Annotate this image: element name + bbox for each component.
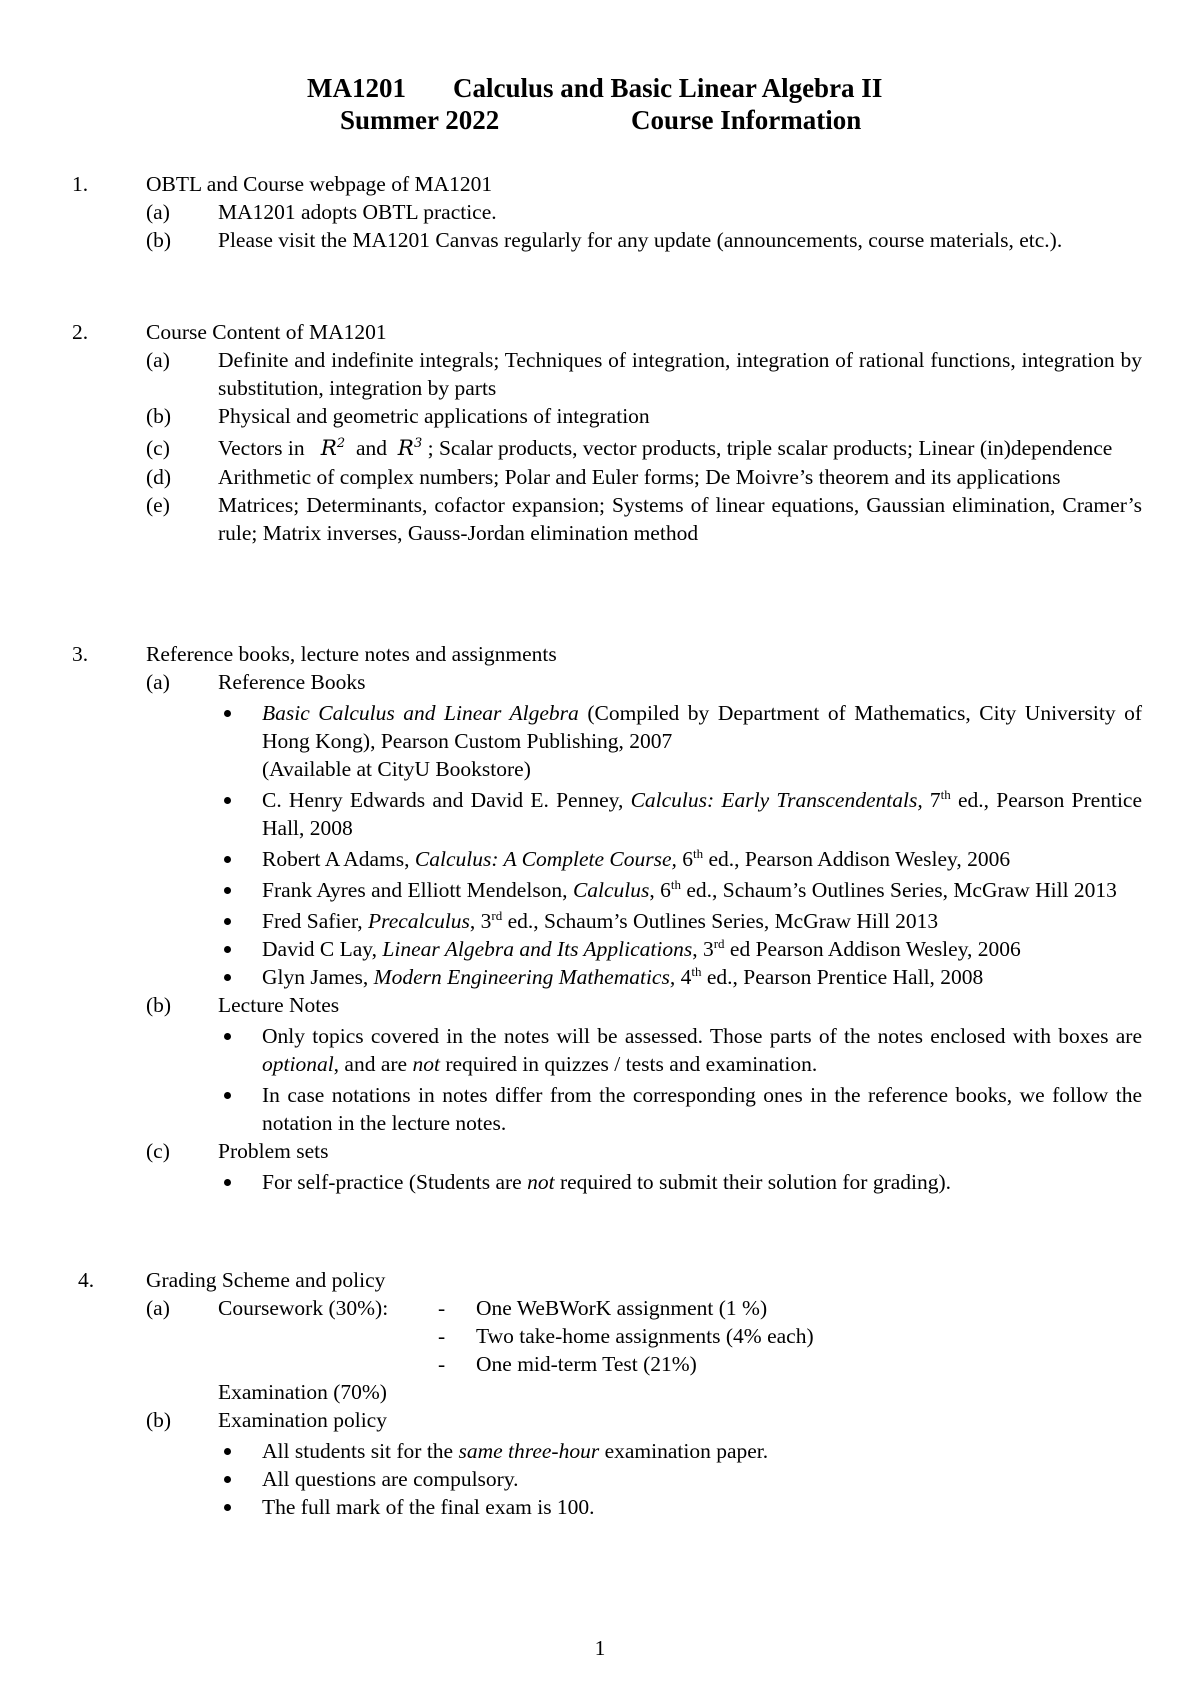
item-label: (a): [146, 1296, 170, 1320]
coursework-item: Two take-home assignments (4% each): [476, 1324, 814, 1348]
item-text: Please visit the MA1201 Canvas regularly for any update (announcements, course materials, etc.).: [218, 228, 1063, 252]
item-text: Arithmetic of complex numbers; Polar and Euler forms; De Moivre’s theorem and its applications: [218, 465, 1061, 489]
bullet-icon: [224, 710, 231, 717]
item-text: [218, 434, 1142, 463]
item-label: (a): [146, 670, 170, 694]
coursework-label: Coursework (30%):: [218, 1296, 389, 1320]
bullet-icon: [224, 1092, 231, 1099]
bullet-icon: [224, 1179, 231, 1186]
list-item: Basic Calculus and Linear Algebra (Compiled by Department of Mathematics, City University of Hong Kong), Pearson Custom Publishing, 2007 (Available at CityU Bookstore): [218, 699, 1142, 783]
item-text: Examination policy: [218, 1408, 387, 1432]
list-item: Glyn James, Modern Engineering Mathematics, 4th ed., Pearson Prentice Hall, 2008: [218, 963, 1142, 991]
term: Summer 2022: [340, 105, 500, 135]
section-3: [72, 640, 1142, 1196]
bullet-icon: [224, 856, 231, 863]
list-item: For self-practice (Students are not required to submit their solution for grading).: [218, 1168, 1142, 1196]
item-label: (b): [146, 993, 172, 1017]
item-label: (d): [146, 465, 172, 489]
item-label: (a): [146, 348, 170, 372]
section-4: [72, 1266, 1142, 1521]
item-text: Lecture Notes: [218, 993, 340, 1017]
item-text: Physical and geometric applications of integration: [218, 404, 650, 428]
list-item: Robert A Adams, Calculus: A Complete Course, 6th ed., Pearson Addison Wesley, 2006: [218, 845, 1142, 873]
section-title: Grading Scheme and policy: [146, 1268, 386, 1292]
bullet-icon: [224, 918, 231, 925]
section-title: Course Content of MA1201: [146, 320, 387, 344]
section-number: 2.: [72, 320, 89, 344]
item-label: (c): [146, 1139, 170, 1163]
dash: -: [438, 1352, 446, 1376]
section-title: OBTL and Course webpage of MA1201: [146, 172, 493, 196]
bullet-icon: [224, 887, 231, 894]
item-label: (b): [146, 404, 172, 428]
item-text-pre: Vectors in: [218, 436, 305, 460]
item-label: (c): [146, 436, 170, 460]
bullet-icon: [224, 797, 231, 804]
bullet-icon: [224, 1504, 231, 1511]
list-item: Only topics covered in the notes will be assessed. Those parts of the notes enclosed with boxes are optional, and are not required in quizzes / tests and examination.: [218, 1022, 1142, 1078]
r2-symbol: $R^2$: [320, 436, 346, 461]
section-title: Reference books, lecture notes and assignments: [146, 642, 557, 666]
list-item: The full mark of the final exam is 100.: [218, 1493, 1142, 1521]
bullet-icon: [224, 1033, 231, 1040]
exam-weight: Examination (70%): [218, 1380, 387, 1404]
item-text: Reference Books: [218, 670, 366, 694]
item-text-mid: and: [355, 436, 387, 460]
item-label: (a): [146, 200, 170, 224]
item-text: Problem sets: [218, 1139, 329, 1163]
section-number: 3.: [72, 642, 89, 666]
item-text: Definite and indefinite integrals; Techniques of integration, integration of rational functions, integration by substitution, integration by parts: [218, 348, 1142, 400]
bullet-icon: [224, 974, 231, 981]
course-code: MA1201: [307, 73, 406, 103]
section-number: 4.: [78, 1268, 95, 1292]
dash: -: [438, 1324, 446, 1348]
page-number: 1: [594, 1636, 606, 1660]
bullet-icon: [224, 1476, 231, 1483]
dash: -: [438, 1296, 446, 1320]
section-2: [72, 318, 1142, 547]
list-item: All questions are compulsory.: [218, 1465, 1142, 1493]
section-number: 1.: [72, 172, 89, 196]
bullet-icon: [224, 946, 231, 953]
coursework-item: One WeBWorK assignment (1 %): [476, 1296, 768, 1320]
item-text-post: ; Scalar products, vector products, triple scalar products; Linear (in)dependence: [427, 436, 1113, 460]
item-label: (b): [146, 1408, 172, 1432]
list-item: C. Henry Edwards and David E. Penney, Calculus: Early Transcendentals, 7th ed., Pearson Prentice Hall, 2008: [218, 786, 1142, 842]
bullet-icon: [224, 1448, 231, 1455]
r3-symbol: $R^3$: [397, 436, 423, 461]
item-text: Matrices; Determinants, cofactor expansion; Systems of linear equations, Gaussian elimination, Cramer’s rule; Matrix inverses, Gauss-Jordan elimination method: [218, 493, 1142, 545]
list-item: David C Lay, Linear Algebra and Its Applications, 3rd ed Pearson Addison Wesley, 2006: [218, 935, 1142, 963]
list-item: Fred Safier, Precalculus, 3rd ed., Schaum’s Outlines Series, McGraw Hill 2013: [218, 907, 1142, 935]
course-title: Calculus and Basic Linear Algebra II: [453, 73, 883, 103]
item-label: (e): [146, 493, 170, 517]
item-text: MA1201 adopts OBTL practice.: [218, 200, 497, 224]
list-item: All students sit for the same three-hour examination paper.: [218, 1437, 1142, 1465]
item-label: (b): [146, 228, 172, 252]
list-item: In case notations in notes differ from the corresponding ones in the reference books, we follow the notation in the lecture notes.: [218, 1081, 1142, 1137]
section-1: [72, 170, 1142, 254]
coursework-item: One mid-term Test (21%): [476, 1352, 697, 1376]
list-item: Frank Ayres and Elliott Mendelson, Calculus, 6th ed., Schaum’s Outlines Series, McGraw Hill 2013: [218, 876, 1142, 904]
doc-type: Course Information: [631, 105, 862, 135]
